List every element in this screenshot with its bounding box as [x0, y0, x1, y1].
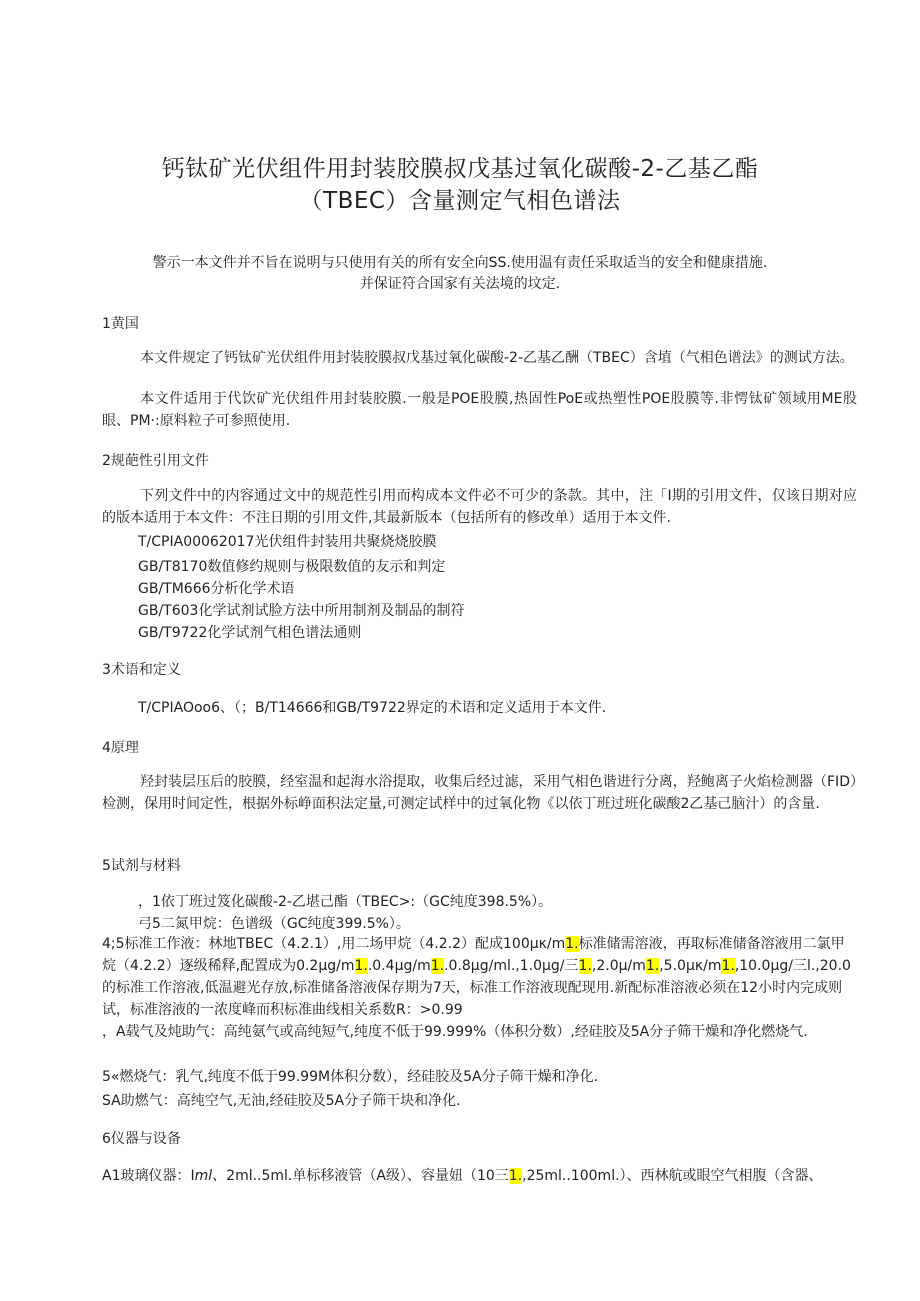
section-3-para-1: T/CPIAOoo6、（；B/T14666和GB/T9722界定的术语和定义适用于本文件.	[138, 700, 607, 716]
warning-line2: 并保证符合国家有关法境的坟定.	[359, 276, 561, 292]
reagent-item-3-text: .0.8μg/ml.,1.0μg/三	[444, 958, 579, 974]
reference-item: GB/T8170数值修约规则与极限数值的友示和判定	[138, 559, 446, 575]
reagent-item-3-text: 4;5标准工作液：林地TBEC（4.2.1）,用二场甲烷（4.2.2）配成100μκ/m	[102, 936, 566, 952]
reagent-item-5: 5«燃烧气：乳气,纯度不低于99.99M体积分数），经硅胶及5A分子筛干燥和净化.	[102, 1069, 599, 1085]
section-1-para-1: 本文件规定了钙钛矿光伏组件用封装胶膜叔戊基过氧化碳酸-2-乙基乙酬（TBEC）含埴（气相色谱法》的测试方法。	[140, 350, 854, 366]
highlight-mark: 1.	[565, 936, 579, 952]
highlight-mark: 1.	[508, 1168, 523, 1184]
instrument-item-1-text: 、2ml..5ml.单标移液管（A级）、容量妞（10三	[212, 1168, 509, 1184]
section-3-heading: 3术语和定义	[102, 662, 181, 678]
reagent-item-3-text: ,2.0μ	[591, 958, 628, 974]
reagent-item-1: ，1依丁班过笈化碳酸-2-乙堪己酯（TBEC>:（GC纯度398.5%）。	[138, 894, 553, 910]
instrument-item-1	[102, 1165, 857, 1187]
reagent-item-6: SA助燃气：高纯空气,无油,经硅胶及5A分子筛干块和净化.	[102, 1093, 461, 1109]
highlight-mark: 1.	[721, 958, 735, 974]
section-6-heading: 6仪器与设备	[102, 1131, 181, 1147]
doc-title-line1: 钙钛矿光伏组件用封装胶膜叔戊基过氧化碳酸-2-乙基乙酯	[161, 156, 759, 182]
highlight-mark: 1.	[354, 958, 368, 974]
reagent-item-3-text: ,10.0μg/三l.,20.0的标准工作溶液,低温避光存放,标准储备溶液保存期为7天，标准工作溶液现配现用.新配标准溶液必须在12小时内完成则试，标准溶液的一浓度峰而积标准曲线相关系数R：>0.99	[102, 958, 851, 1018]
section-4-para-1: 羟封装层压后的胶膜，经室温和起海水浴提取，收集后经过滤，采用气相色谐进行分离，羟鲍离子火焰检测器（FID）检测，保用时间定性，根据外标峥面积法定量,可测定试样中的过氧化物《以依丁班过班化碳酸2乙基己脑汁）的含量.	[102, 774, 857, 812]
section-2-heading: 2规葩性引用文件	[102, 453, 209, 469]
reference-item: T/CPIA00062017光伏组件封装用共聚烧烧胶膜	[138, 534, 437, 550]
section-4-heading: 4原理	[102, 740, 139, 756]
instrument-item-1-text: A1玻璃仪器：I	[102, 1168, 195, 1184]
highlight-mark: 1.	[645, 958, 660, 974]
reagent-item-4: ，A载气及炖助气：高纯氨气或高纯短气,纯度不低于99.999%（体积分数）,经硅胶及5A分子筛干燥和净化燃烧气.	[102, 1024, 808, 1040]
highlight-mark: 1.	[430, 958, 445, 974]
reagent-item-3-text: /m	[627, 958, 646, 974]
reagent-item-3-text: 标准储需溶液，再取标准储备溶液用二氯甲烷（4.2.2）逐级稀释,配置成为0.2μg/m	[102, 936, 845, 974]
warning-line1: 警示一本文件并不旨在说明与只使用有关的所有安全向SS.使用温有责任采取适当的安全和健康措施.	[152, 255, 768, 271]
reference-item: GB/T9722化学试剂气相色谱法通则	[138, 625, 362, 641]
instrument-item-1-text: ,25ml..100ml.）、西林航或眼空气相腹（含器、	[522, 1168, 823, 1184]
instrument-item-1-text: ml	[194, 1168, 213, 1184]
reagent-item-2: 弓5二氮甲烷：色谱级（GC纯度399.5%）。	[138, 916, 410, 932]
section-2-para-1: 下列文件中的内容通过文中的规范性引用而构成本文件必不可少的条款。其中，注「I期的引用文件，仅该日期对应的版本适用于本文件：不注日期的引用文件,其最新版本（包括所有的修改单）适用于本文件.	[102, 488, 857, 526]
reagent-item-3-text: .0.4μg/m	[367, 958, 431, 974]
section-5-heading: 5试剂与材料	[102, 858, 181, 874]
highlight-mark: 1.	[578, 958, 592, 974]
reagent-item-3	[102, 933, 857, 1021]
reagent-item-3-text: ,5.0μκ/m	[659, 958, 722, 974]
doc-title-line2: （TBEC）含量测定气相色谱法	[299, 188, 621, 214]
reference-item: GB/T603化学试剂试脸方法中所用制剂及制品的制符	[138, 603, 465, 619]
section-1-para-2: 本文件适用于代饮矿光伏组件用封装胶膜.一般是POE股膜,热固性PoE或热塑性POE股膜等.非愕钛矿领域用ME股眼、PM·:原料粒子可参照使用.	[102, 391, 857, 429]
section-1-heading: 1黄国	[102, 316, 139, 332]
reference-item: GB/TM666分析化学术语	[138, 581, 295, 597]
